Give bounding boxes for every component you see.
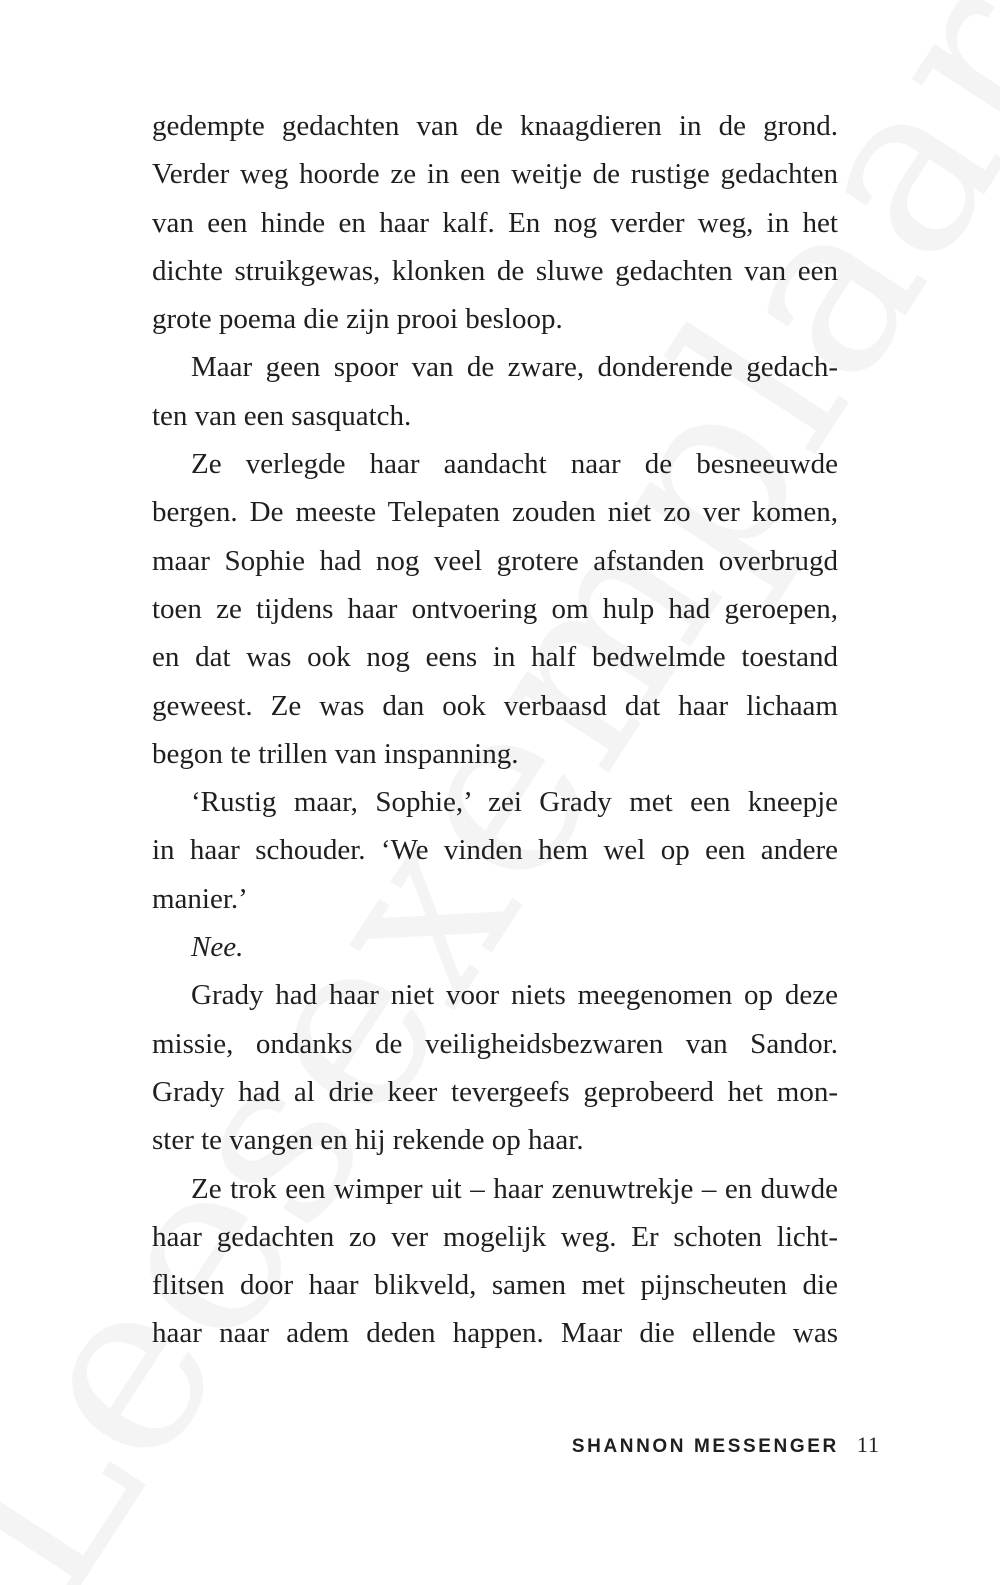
text-line: van een hinde en haar kalf. En nog verder weg, in het xyxy=(152,206,838,239)
page-footer xyxy=(572,1432,880,1458)
body-text xyxy=(152,102,838,1358)
text-line: maar Sophie had nog veel grotere afstanden overbrugd xyxy=(152,544,838,577)
text-line: haar gedachten zo ver mogelijk weg. Er schoten licht- xyxy=(152,1220,838,1253)
text-line: flitsen door haar blikveld, samen met pijnscheuten die xyxy=(152,1269,838,1302)
text-line: bergen. De meeste Telepaten zouden niet zo ver komen, xyxy=(152,496,838,529)
text-line: begon te trillen van inspanning. xyxy=(152,737,519,770)
text-line: en dat was ook nog eens in half bedwelmde toestand xyxy=(152,641,838,674)
text-line: manier.’ xyxy=(152,882,248,915)
text-line: dichte struikgewas, klonken de sluwe gedachten van een xyxy=(152,254,838,287)
text-line: Verder weg hoorde ze in een weitje de rustige gedachten xyxy=(152,158,838,191)
text-line: Ze verlegde haar aandacht naar de besneeuwde xyxy=(191,448,838,481)
text-line: ster te vangen en hij rekende op haar. xyxy=(152,1124,584,1157)
text-line: ten van een sasquatch. xyxy=(152,399,412,432)
text-line: Maar geen spoor van de zware, donderende gedach- xyxy=(191,351,838,384)
footer-author: SHANNON MESSENGER xyxy=(571,1436,839,1457)
text-line: in haar schouder. ‘We vinden hem wel op een andere xyxy=(152,834,838,867)
text-line: Nee. xyxy=(191,931,244,964)
text-line: geweest. Ze was dan ook verbaasd dat haar lichaam xyxy=(152,689,838,722)
text-line: Grady had al drie keer tevergeefs geprobeerd het mon- xyxy=(152,1075,838,1108)
text-line: Grady had haar niet voor niets meegenomen op deze xyxy=(191,979,838,1012)
text-line: Ze trok een wimper uit – haar zenuwtrekje – en duwde xyxy=(191,1172,838,1205)
text-line: haar naar adem deden happen. Maar die ellende was xyxy=(152,1317,838,1350)
text-line: grote poema die zijn prooi besloop. xyxy=(152,303,563,336)
text-line: ‘Rustig maar, Sophie,’ zei Grady met een kneepje xyxy=(191,786,838,819)
text-line: toen ze tijdens haar ontvoering om hulp had geroepen, xyxy=(152,592,838,625)
text-line: gedempte gedachten van de knaagdieren in de grond. xyxy=(152,110,838,142)
page-number: 11 xyxy=(856,1432,880,1457)
text-line: missie, ondanks de veiligheidsbezwaren van Sandor. xyxy=(152,1027,838,1060)
